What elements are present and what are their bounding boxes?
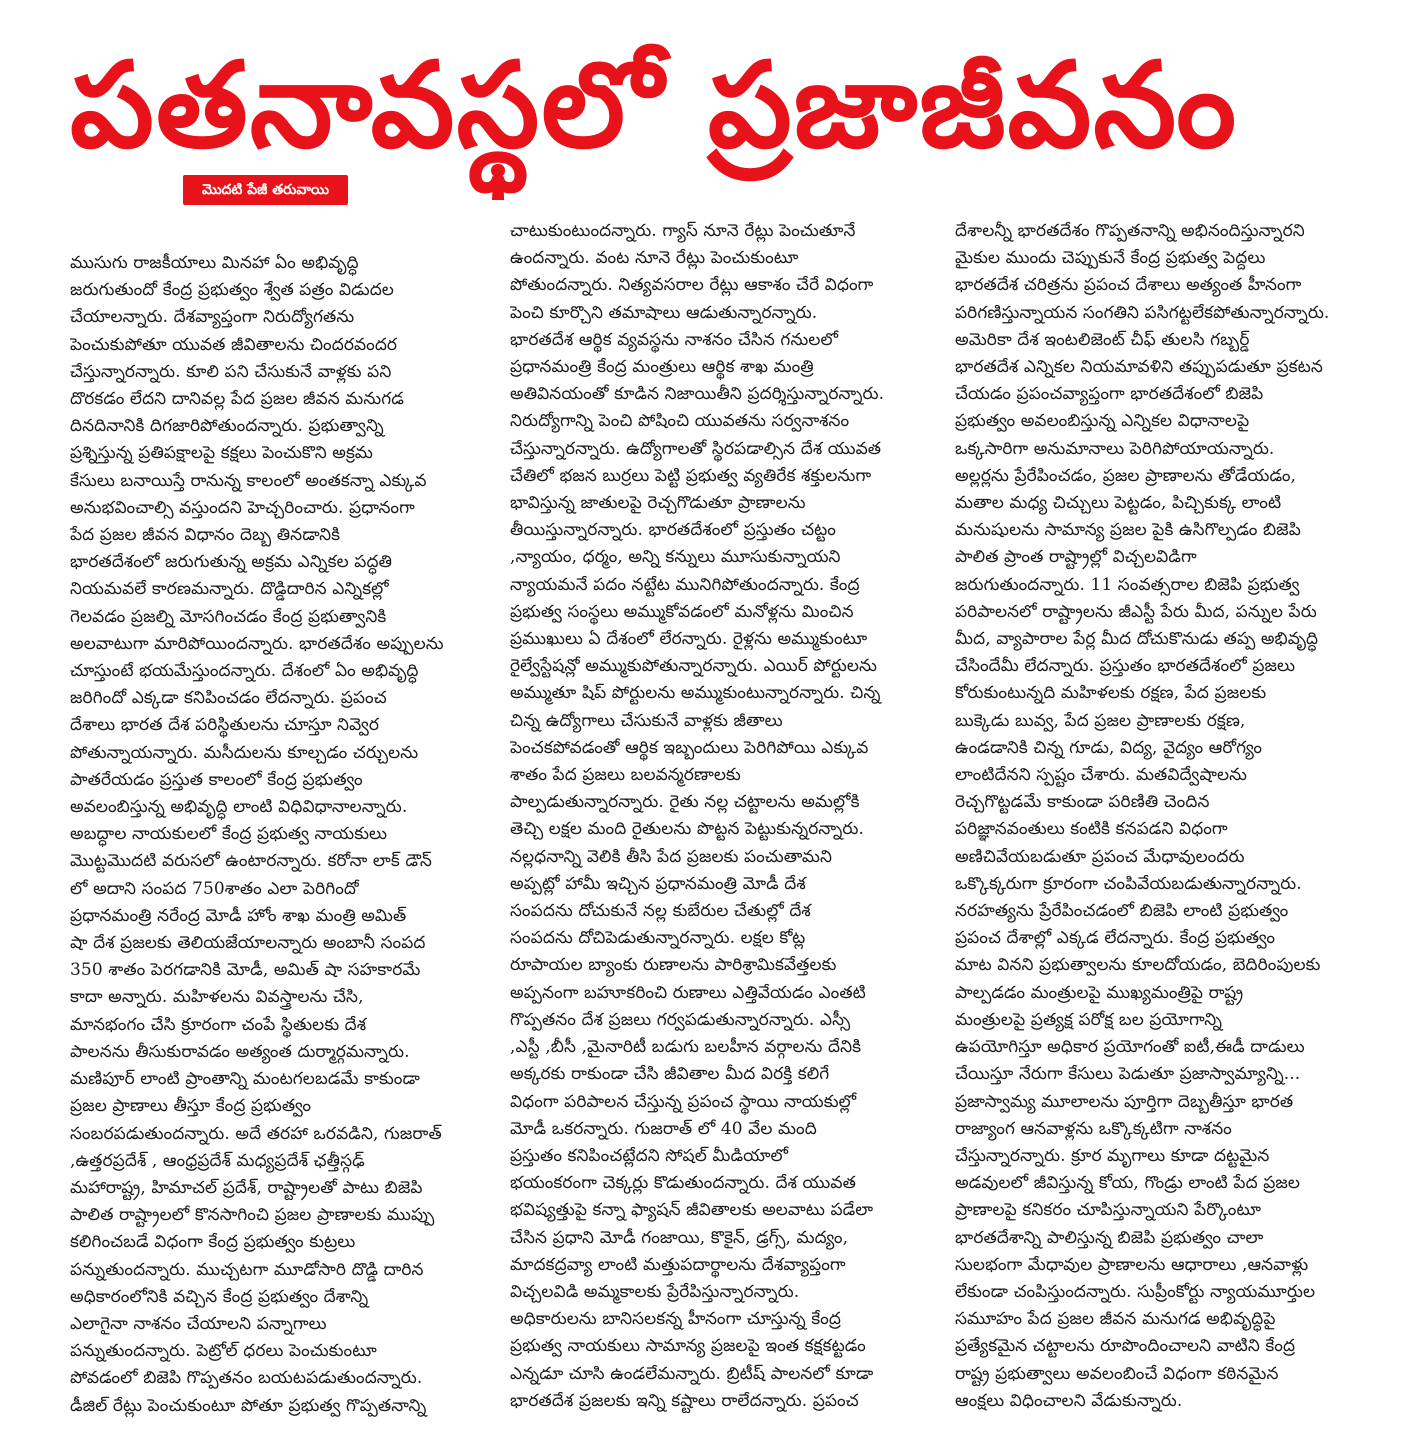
headline: పతనావస్థలో ప్రజాజీవనం — [70, 36, 1239, 174]
article-column-1: ముసుగు రాజకీయాలు మినహా ఏం అభివృద్ధి జరుగుతుందో కేంద్ర ప్రభుత్వం శ్వేత పత్రం విడుదల చేయాలన్నారు. దేశవ్యాప్తంగా నిరుద్యోగతను పెంచుకుపోతూ యువత జీవితాలను చిందరవందర చేస్తున్నారన్నారు. కూలి పని చేసుకునే వాళ్లకు పని దొరకడం లేదని దానివల్ల పేద ప్రజల జీవన మనుగడ దినదినానికి దిగజారిపోతుందన్నారు. ప్రభుత్వాన్ని ప్రశ్నిస్తున్న ప్రతిపక్షాలపై కక్షలు పెంచుకొని అక్రమ కేసులు బనాయిస్తే రానున్న కాలంలో అంతకన్నా ఎక్కువ అనుభవించాల్సి వస్తుందని హెచ్చరించారు. ప్రధానంగా పేద ప్రజల జీవన విధానం దెబ్బ తినడానికి భారతదేశంలో జరుగుతున్న అక్రమ ఎన్నికల పద్ధతి నియమవలే కారణమన్నారు. దొడ్డిదారిన ఎన్నికల్లో గెలవడం ప్రజల్ని మోసగించడం కేంద్ర ప్రభుత్వానికి అలవాటుగా మారిపోయిందన్నారు. భారతదేశం అప్పులను చూస్తుంటే భయమేస్తుందన్నారు. దేశంలో ఏం అభివృద్ధి జరిగిందో ఎక్కడా కనిపించడం లేదన్నారు. ప్రపంచ దేశాలు భారత దేశ పరిస్థితులను చూస్తూ నివ్వెర పోతున్నాయన్నారు. మసీదులను కూల్చడం చర్చులను పాతరేయడం ప్రస్తుత కాలంలో కేంద్ర ప్రభుత్వం అవలంబిస్తున్న అభివృద్ధి లాంటి విధివిధానాలన్నారు. అబద్ధాల నాయకులలో కేంద్ర ప్రభుత్వ నాయకులు మొట్టమొదటి వరుసలో ఉంటారన్నారు. కరోనా లాక్ డౌన్ లో అదాని సంపద 750శాతం ఎలా పెరిగిందో ప్రధానమంత్రి నరేంద్ర మోడీ హోం శాఖ మంత్రి అమిత్ షా దేశ ప్రజలకు తెలియజేయాలన్నారు అంబానీ సంపద 350 శాతం పెరగడానికి మోడీ, అమిత్ షా సహకారమే కాదా అన్నారు. మహిళలను వివస్త్రాలను చేసి, మానభంగం చేసి క్రూరంగా చంపే స్థితులకు దేశ పాలనను తీసుకురావడం అత్యంత దుర్మార్గమన్నారు. మణిపూర్ లాంటి ప్రాంతాన్ని మంటగలబడమే కాకుండా ప్రజల ప్రాణాలు తీస్తూ కేంద్ర ప్రభుత్వం సంబరపడుతుందన్నారు. అదే తరహా ఒరవడిని, గుజరాత్ ,ఉత్తరప్రదేశ్ , ఆంధ్రప్రదేశ్ మధ్యప్రదేశ్ ఛత్తీస్గఢ్ మహారాష్ట్ర, హిమాచల్ ప్రదేశ్, రాష్ట్రాలతో పాటు బిజెపి పాలిత రాష్ట్రాలలో కొనసాగించి ప్రజల ప్రాణాలకు ముప్పు కలిగించబడే విధంగా కేంద్ర ప్రభుత్వం కుట్రలు పన్నుతుందన్నారు. ముచ్చటగా మూడోసారి దొడ్డి దారిన అధికారంలోనికి వచ్చిన కేంద్ర ప్రభుత్వం దేశాన్ని ఎలాగైనా నాశనం చేయాలని పన్నాగాలు పన్నుతుందన్నారు. పెట్రోల్ ధరలు పెంచుకుంటూ పోవడంలో బిజెపి గొప్పతనం బయటపడుతుందన్నారు. డీజిల్ రేట్లు పెంచుకుంటూ పోతూ ప్రభుత్వ గొప్పతనాన్ని — [70, 253, 444, 1416]
article-column-2: చాటుకుంటుందన్నారు. గ్యాస్ నూనె రేట్లు పెంచుతూనే ఉందన్నారు. వంట నూనె రేట్లు పెంచుకుంటూ పోతుందన్నారు. నిత్యవసరాల రేట్లు ఆకాశం చేరే విధంగా పెంచి కూర్చొని తమాషాలు ఆడుతున్నారన్నారు. భారతదేశ ఆర్థిక వ్యవస్థను నాశనం చేసిన గనులలో ప్రధానమంత్రి కేంద్ర మంత్రులు ఆర్థిక శాఖ మంత్రి అతివినయంతో కూడిన నిజాయితీని ప్రదర్శిస్తున్నారన్నారు. నిరుద్యోగాన్ని పెంచి పోషించి యువతను సర్వనాశనం చేస్తున్నారన్నారు. ఉద్యోగాలతో స్థిరపడాల్సిన దేశ యువత చేతిలో భజన బుర్రలు పెట్టి ప్రభుత్వ వ్యతిరేక శక్తులనుగా భావిస్తున్న జాతులపై రెచ్చగొడుతూ ప్రాణాలను తీయిస్తున్నారన్నారు. భారతదేశంలో ప్రస్తుతం చట్టం ,న్యాయం, ధర్మం, అన్ని కన్నులు మూసుకున్నాయని న్యాయమనే పదం నట్టేట మునిగిపోతుందన్నారు. కేంద్ర ప్రభుత్వ సంస్థలు అమ్ముకోవడంలో మనోళ్లను మించిన ప్రముఖులు ఏ దేశంలో లేరన్నారు. రైళ్లను అమ్ముకుంటూ రైల్వేస్టేషన్లో అమ్ముకుపోతున్నారన్నారు. ఎయిర్ పోర్టులను అమ్ముతూ షిప్ పోర్టులను అమ్ముకుంటున్నారన్నారు. చిన్న చిన్న ఉద్యోగాలు చేసుకునే వాళ్లకు జీతాలు పెంచకపోవడంతో ఆర్థిక ఇబ్బందులు పెరిగిపోయి ఎక్కువ శాతం పేద ప్రజలు బలవన్మరణాలకు పాల్పడుతున్నారన్నారు. రైతు నల్ల చట్టాలను అమల్లోకి తెచ్చి లక్షల మంది రైతులను పొట్టన పెట్టుకున్నరన్నారు. నల్లధనాన్ని వెలికి తీసి పేద ప్రజలకు పంచుతామని అప్పట్లో హామీ ఇచ్చిన ప్రధానమంత్రి మోడీ దేశ సంపదను దోచుకునే నల్ల కుబేరుల చేతుల్లో దేశ సంపదను దోచిపెడుతున్నారన్నారు. లక్షల కోట్ల రూపాయల బ్యాంకు రుణాలను పారిశ్రామికవేత్తలకు అప్పనంగా బహూకరించి రుణాలు ఎత్తివేయడం ఎంతటి గొప్పతనం దేశ ప్రజలు గర్వపడుతున్నారన్నారు. ఎస్సీ ,ఎస్టీ ,బీసీ ,మైనారిటీ బడుగు బలహీన వర్గాలను దేనికి అక్కరకు రాకుండా చేసి జీవితాల మీద విరక్తి కలిగే విధంగా పరిపాలన చేస్తున్న ప్రపంచ స్థాయి నాయకుల్లో మోడీ ఒకరన్నారు. గుజరాత్ లో 40 వేల మంది ప్రస్తుతం కనిపించట్లేదని సోషల్ మీడియాలో భయంకరంగా చెక్కర్లు కొడుతుందన్నారు. దేశ యువత భవిష్యత్తుపై కన్నా ఫ్యాషన్ జీవితాలకు అలవాటు పడేలా చేసిన ప్రధాని మోడీ గంజాయి, కొకైన్, డ్రగ్స్, మద్యం, మాదకద్రవ్యా లాంటి మత్తుపదార్థాలను దేశవ్యాప్తంగా విచ్చలవిడి అమ్మకాలకు ప్రేరేపిస్తున్నారన్నారు. అధికారులను బానిసలకన్న హీనంగా చూస్తున్న కేంద్ర ప్రభుత్వ నాయకులు సామాన్య ప్రజలపై ఇంత కక్షకట్టడం ఎన్నడూ చూసి ఉండలేమన్నారు. బ్రిటీష్ పాలనలో కూడా భారతదేశ ప్రజలకు ఇన్ని కష్టాలు రాలేదన్నారు. ప్రపంచ — [510, 221, 885, 1411]
article-column-3: దేశాలన్నీ భారతదేశం గొప్పతనాన్ని అభినందిస్తున్నారని మైకుల ముందు చెప్పుకునే కేంద్ర ప్రభుత్వ పెద్దలు భారతదేశ చరిత్రను ప్రపంచ దేశాలు అత్యంత హీనంగా పరిగణిస్తున్నాయన సంగతిని పసిగట్టలేకపోతున్నారన్నారు. అమెరికా దేశ ఇంటలిజెంట్ చీఫ్ తులసి గబ్బర్డ్ భారతదేశ ఎన్నికల నియమావళిని తప్పుపడుతూ ప్రకటన చేయడం ప్రపంచవ్యాప్తంగా భారతదేశంలో బిజెపి ప్రభుత్వం అవలంబిస్తున్న ఎన్నికల విధానాలపై ఒక్కసారిగా అనుమానాలు పెరిగిపోయాయన్నారు. అల్లర్లను ప్రేరేపించడం, ప్రజల ప్రాణాలను తోడేయడం, మతాల మధ్య చిచ్చులు పెట్టడం, పిచ్చికుక్క లాంటి మనుషులను సామాన్య ప్రజల పైకి ఉసిగొల్పడం బిజెపి పాలిత ప్రాంత రాష్ట్రాల్లో విచ్చలవిడిగా జరుగుతుందన్నారు. 11 సంవత్సరాల బిజెపి ప్రభుత్వ పరిపాలనలో రాష్ట్రాలను జీఎస్టీ పేరు మీద, పన్నుల పేరు మీద, వ్యాపారాల పేర్ల మీద దోచుకొనుడు తప్ప అభివృద్ధి చేసిందేమీ లేదన్నారు. ప్రస్తుతం భారతదేశంలో ప్రజలు కోరుకుంటున్నది మహిళలకు రక్షణ, పేద ప్రజలకు బుక్కెడు బువ్వ, పేద ప్రజల ప్రాణాలకు రక్షణ, ఉండడానికి చిన్న గూడు, విద్య, వైద్యం ఆరోగ్యం లాంటిదేనని స్పష్టం చేశారు. మతవిద్వేషాలను రెచ్చగొట్టడమే కాకుండా పరిణితి చెందిన పరిజ్ఞానవంతులు కంటికి కనపడని విధంగా అణిచివేయబడుతూ ప్రపంచ మేధావులందరు ఒక్కొక్కరుగా క్రూరంగా చంపివేయబడుతున్నారన్నారు. నరహత్యను ప్రేరేపించడంలో బిజెపి లాంటి ప్రభుత్వం ప్రపంచ దేశాల్లో ఎక్కడ లేదన్నారు. కేంద్ర ప్రభుత్వం మాట వినని ప్రభుత్వాలను కూలదోయడం, బెదిరింపులకు పాల్పడడం మంత్రులపై ముఖ్యమంత్రిపై రాష్ట్ర మంత్రులపై ప్రత్యక్ష పరోక్ష బల ప్రయోగాన్ని ఉపయోగిస్తూ అధికార ప్రయోగంతో ఐటీ,ఈడీ దాడులు చేయిస్తూ నేరుగా కేసులు పెడుతూ ప్రజాస్వామ్యాన్ని... ప్రజాస్వామ్య మూలాలను పూర్తిగా దెబ్బతీస్తూ భారత రాజ్యాంగ ఆనవాళ్లను ఒక్కొక్కటిగా నాశనం చేస్తున్నారన్నారు. క్రూర మృగాలు కూడా దట్టమైన అడవులలో జీవిస్తున్న కోయ, గొండ్రు లాంటి పేద ప్రజల ప్రాణాలపై కనికరం చూపిస్తున్నాయని పేర్కొంటూ భారతదేశాన్ని పాలిస్తున్న బిజెపి ప్రభుత్వం చాలా సులభంగా మేధావుల ప్రాణాలను ఆధారాలు ,ఆనవాళ్లు లేకుండా చంపిస్తుందన్నారు. సుప్రీంకోర్టు న్యాయమూర్తుల సమూహం పేద ప్రజల జీవన మనుగడ అభివృద్ధిపై ప్రత్యేకమైన చట్టాలను రూపొందించాలని వాటిని కేంద్ర రాష్ట్ర ప్రభుత్వాలు అవలంబించే విధంగా కఠినమైన ఆంక్షలు విధించాలని వేడుకున్నారు. — [955, 221, 1330, 1411]
continuation-badge: మొదటి పేజీ తరువాయి — [183, 175, 348, 205]
